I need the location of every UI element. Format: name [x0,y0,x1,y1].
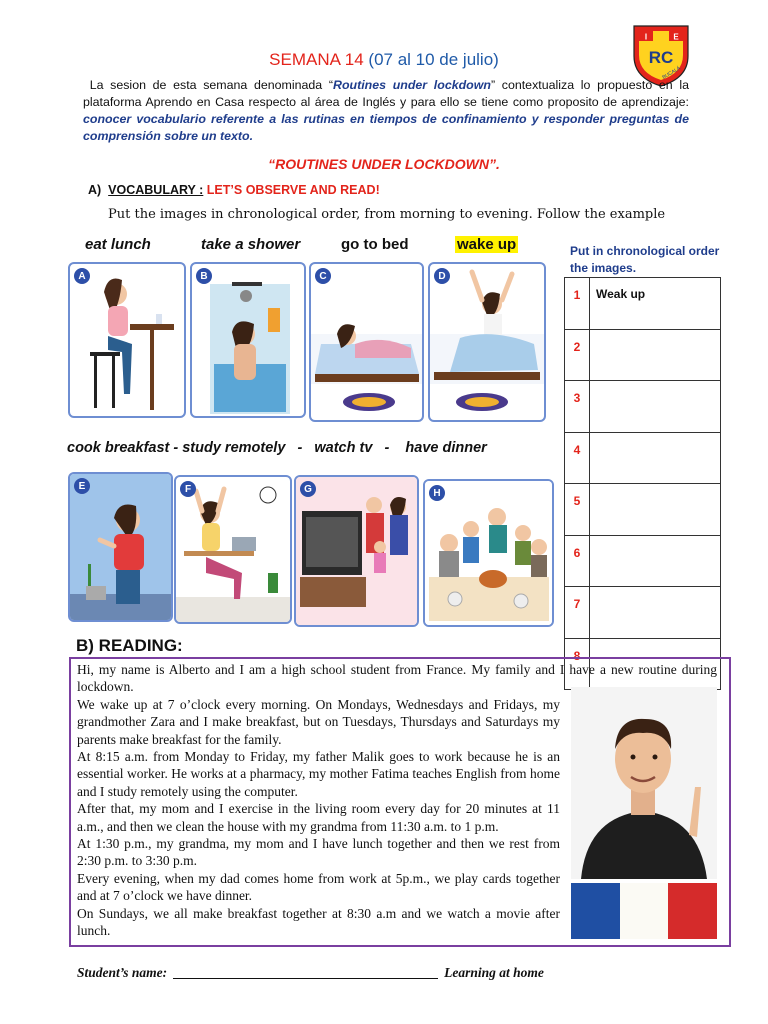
order-answer-cell[interactable] [590,587,721,639]
picture-card-d [428,262,546,422]
footer [77,965,544,981]
order-row [565,329,721,381]
svg-text:RC: RC [648,48,674,67]
picture-card-f [174,475,292,624]
order-number: 8 [565,638,590,690]
cooking-illustration [70,474,171,620]
study-remotely-illustration [176,477,290,622]
card-badge: D [434,268,450,284]
france-flag [571,883,717,939]
order-row [565,587,721,639]
reading-paragraph: At 8:15 a.m. from Monday to Friday, my father Malik goes to work because he is an essential worker. He works at a pharmacy, my mother Fatima teaches English from home and I study remotely using the computer. [77,749,560,799]
picture-card-a [68,262,186,418]
reading-box [69,657,731,947]
watch-tv-illustration [296,477,417,625]
word-go-to-bed: go to bed [341,236,409,253]
vocabulary-label: VOCABULARY : [108,183,204,197]
card-badge: H [429,485,445,501]
shower-illustration [192,264,304,416]
picture-card-e [68,472,173,622]
flag-stripe-blue [571,883,620,939]
date-range: (07 al 10 de julio) [368,50,499,69]
order-number: 5 [565,484,590,536]
order-number: 7 [565,587,590,639]
week-label: SEMANA 14 [269,50,364,69]
word-wake-up: wake up [457,236,517,253]
eating-illustration [70,264,184,416]
instruction-text: Put the images in chronological order, from morning to evening. Follow the example [108,207,666,222]
order-answer-cell[interactable] [590,535,721,587]
reading-paragraph: We wake up at 7 o’clock every morning. On Mondays, Wednesdays and Fridays, my grandmother Zara and I make breakfast, but on Tuesdays, Thursdays and Saturdays my parents make breakfast for the family. [77,696,560,747]
observe-label: LET’S OBSERVE AND READ! [206,183,380,197]
svg-text:E: E [673,32,679,42]
reading-paragraph: On Sundays, we all make breakfast together at 8:30 a.m and we watch a movie after lunch. [77,905,560,939]
card-badge: F [180,481,196,497]
wake-up-illustration [430,264,544,420]
order-number: 6 [565,535,590,587]
order-number: 1 [565,278,590,330]
order-answer-cell[interactable] [590,432,721,484]
section-b-heading: B) READING: [76,636,183,655]
order-row [565,381,721,433]
card-badge: E [74,478,90,494]
card-badge: A [74,268,90,284]
order-row [565,432,721,484]
picture-card-g [294,475,419,627]
order-number: 3 [565,381,590,433]
activities-row-2: cook breakfast - study remotely - watch tv - have dinner [67,440,487,456]
order-number: 2 [565,329,590,381]
order-row [565,535,721,587]
table-label: Put in chronological order the images. [570,244,720,275]
intro-paragraph: La sesion de esta semana denominada “Routines under lockdown” contextualiza lo propuesto en la plataforma Aprendo en Casa respecto al área de Inglés y para ello se tiene como proposito de aprendizaje: conocer vocabulario referente a las rutinas en tiempos de confinamiento y responder preguntas de comprensión sobre un texto. [83,78,690,143]
student-name-field[interactable] [173,978,438,979]
svg-text:BUCALÁ: BUCALÁ [661,65,682,81]
section-subtitle: “ROUTINES UNDER LOCKDOWN”. [268,156,500,172]
order-answer-cell[interactable]: Weak up [590,278,721,330]
picture-card-b [190,262,306,418]
bed-illustration [311,264,422,420]
student-name-label: Student’s name: [77,965,168,980]
order-answer-cell[interactable] [590,381,721,433]
flag-stripe-red [668,883,717,939]
word-take-shower: take a shower [201,236,301,253]
reading-paragraph: At 1:30 p.m., my grandma, my mom and I have lunch together and then we rest from 2:30 p.m. to 3:30 p.m. [77,836,560,869]
reading-text [77,661,717,940]
flag-stripe-white [620,883,669,939]
section-a-heading: A) VOCABULARY : LET’S OBSERVE AND READ! [88,183,380,197]
picture-card-h [423,479,554,627]
order-answer-cell[interactable] [590,484,721,536]
reading-paragraph: Every evening, when my dad comes home from work at 5p.m., we play cards together and at 7 o’clock we have dinner. [77,870,560,904]
picture-card-c [309,262,424,422]
svg-text:I: I [644,32,648,42]
order-number: 4 [565,432,590,484]
order-row [565,278,721,330]
dinner-illustration [425,481,552,625]
reading-paragraph: Hi, my name is Alberto and I am a high school student from France. My family and I have a new routine during lockdown. [77,662,717,695]
order-answer-cell[interactable] [590,329,721,381]
topic-name: Routines under lockdown [333,78,491,92]
student-photo [571,687,717,879]
learning-objective: conocer vocabulario referente a las rutinas en tiempos de confinamiento y responder preguntas de comprensión sobre un texto. [83,112,689,143]
reading-paragraph: After that, my mom and I exercise in the living room every day for 20 minutes at 11 a.m., and then we clean the house with my grandma from 11:30 a.m. to 1 p.m. [77,801,560,834]
card-badge: G [300,481,316,497]
learning-at-home-label: Learning at home [444,965,544,980]
word-eat-lunch: eat lunch [85,236,151,253]
card-badge: B [196,268,212,284]
chronological-order-table [564,277,721,690]
card-badge: C [315,268,331,284]
order-row [565,484,721,536]
